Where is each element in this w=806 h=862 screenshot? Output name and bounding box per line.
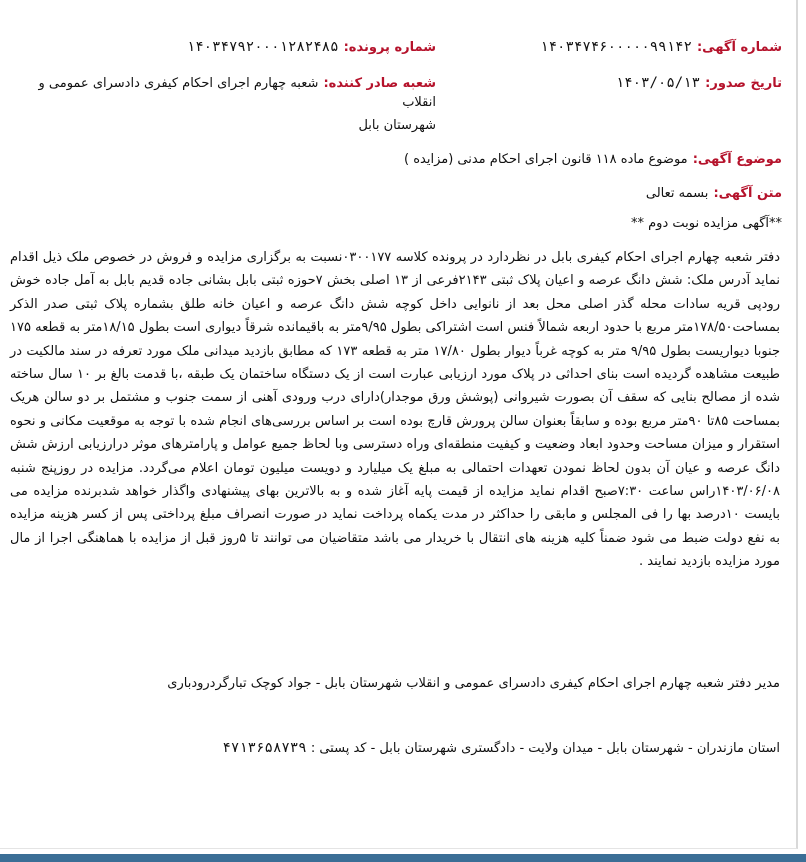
postal-code: ۴۷۱۳۶۵۸۷۳۹ <box>222 740 307 756</box>
notice-body <box>10 246 780 574</box>
notice-number-row <box>540 36 782 55</box>
signature: مدیر دفتر شعبه چهارم اجرای احکام کیفری دادسرای عمومی و انقلاب شهرستان بابل - جواد کوچک تبارگردرودباری <box>167 676 780 691</box>
issue-date-row <box>616 72 782 91</box>
issuer-label: شعبه صادر کننده: <box>323 76 436 91</box>
issuer-line2: شهرستان بابل <box>358 118 436 133</box>
notice-heading: **آگهی مزایده نوبت دوم ** <box>631 216 782 231</box>
notice-number: ۱۴۰۳۴۷۴۶۰۰۰۰۰۹۹۱۴۲ <box>540 39 692 55</box>
body-paragraph: دفتر شعبه چهارم اجرای احکام کیفری بابل در نظردارد در پرونده کلاسه ۰۳۰۰۱۷۷نسبت به برگزاری مزایده و فروش در خصوص ملک ذیل اقدام نماید آدرس ملک: شش دانگ عرصه و اعیان پلاک ثبتی ۲۱۴۳فرعی از ۱۳ اصلی بخش ۷حوزه ثبتی بابل بشانی جاده قدیم بابل به آمل جاده خوش رودپی قریه سادات محله گذر اصلی محل بعد از نانوایی داخل کوچه شش دانگ عرصه و اعیان خانه طلق بشماره پلاک ثبتی صدر الذکر بمساحت۱۷۸/۵۰متر مربع با حدود اربعه شمالاً فنس است اشتراکی بطول ۹/۹۵متر به باقیمانده شرقاً دیواری است بطول ۱۸/۱۵متر به قطعه ۱۷۵ جنوبا دیواریست بطول ۹/۹۵ متر به کوچه غرباً دیوار بطول ۱۷/۸۰ متر به قطعه ۱۷۳ که مطابق بازدید میدانی ملک مورد تعرفه در سند مالکیت در طبیعت مشاهده گردیده است بنای احداثی در پلاک مورد ارزیابی عبارت است از یک دستگاه ساختمان یک طبقه ،با قدمت بالغ بر ۱۰ سال ساخته شده از مصالح بنایی که سقف آن بصورت شیروانی (پوشش ورق موجدار)دارای درب ورودی آهنی از سمت جنوب و مشتمل بر دو سالن هریک بمساحت ۸۵تا ۹۰متر مربع بوده و سابقاً بعنوان سالن پرورش قارچ بوده است بر اساس بررسی‌های انجام شده با توجه به موقعیت مکانی و نحوه استقرار و میزان مساحت وحدود ابعاد وضعیت و کیفیت منطقه‌ای وراه دسترسی وبا لحاظ جمیع عوامل و پارامترهای موثر درارزیابی ارزش شش دانگ عرصه و عیان آن بدون لحاظ نمودن تعهدات احتمالی به مبلغ یک میلیارد و دویست میلیون تومان اعلام می‌گردد. مزایده در روزپنج شنبه ۱۴۰۳/۰۶/۰۸راس ساعت ۷:۳۰صبح اقدام نماید مزایده از قیمت پایه آغاز شده و به بالاترین بهای پیشنهادی واگذار خواهد شدبرنده مزایده می بایست ۱۰درصد بها را فی المجلس و مابقی را حداکثر در مدت یکماه پرداخت نماید در صورت انصراف مبلغ پرداختی پس از کسر هزینه مزایده به نفع دولت ضبط می شود ضمناً کلیه هزینه های انتقال با خریدار می باشد متقاضیان می توانند تا ۵روز قبل از مزایده با هماهنگی اجرا از مال مورد مزایده بازدید نمایند . <box>10 250 781 570</box>
text-label: متن آگهی: <box>713 186 782 201</box>
file-number: ۱۴۰۳۴۷۹۲۰۰۰۱۲۸۲۴۸۵ <box>186 39 339 55</box>
subject-row <box>404 148 782 167</box>
file-number-row <box>187 36 436 55</box>
address: استان مازندران - شهرستان بابل - میدان ولایت - دادگستری شهرستان بابل - کد پستی : <box>310 741 780 756</box>
text-row <box>646 182 782 201</box>
address-row <box>10 740 780 756</box>
issuer-row <box>16 72 436 133</box>
notice-number-label: شماره آگهی: <box>696 40 782 55</box>
issue-date: ۱۴۰۳/۰۵/۱۳ <box>615 75 701 91</box>
bottom-bar <box>0 854 806 862</box>
file-number-label: شماره پرونده: <box>343 40 436 55</box>
text-value: بسمه تعالی <box>645 186 709 201</box>
issue-date-label: تاریخ صدور: <box>705 76 782 91</box>
subject-label: موضوع آگهی: <box>692 152 782 167</box>
issuer-line1: شعبه چهارم اجرای احکام کیفری دادسرای عمومی و انقلاب <box>38 76 436 110</box>
subject-value: موضوع ماده ۱۱۸ قانون اجرای احکام مدنی (مزایده ) <box>404 152 688 167</box>
